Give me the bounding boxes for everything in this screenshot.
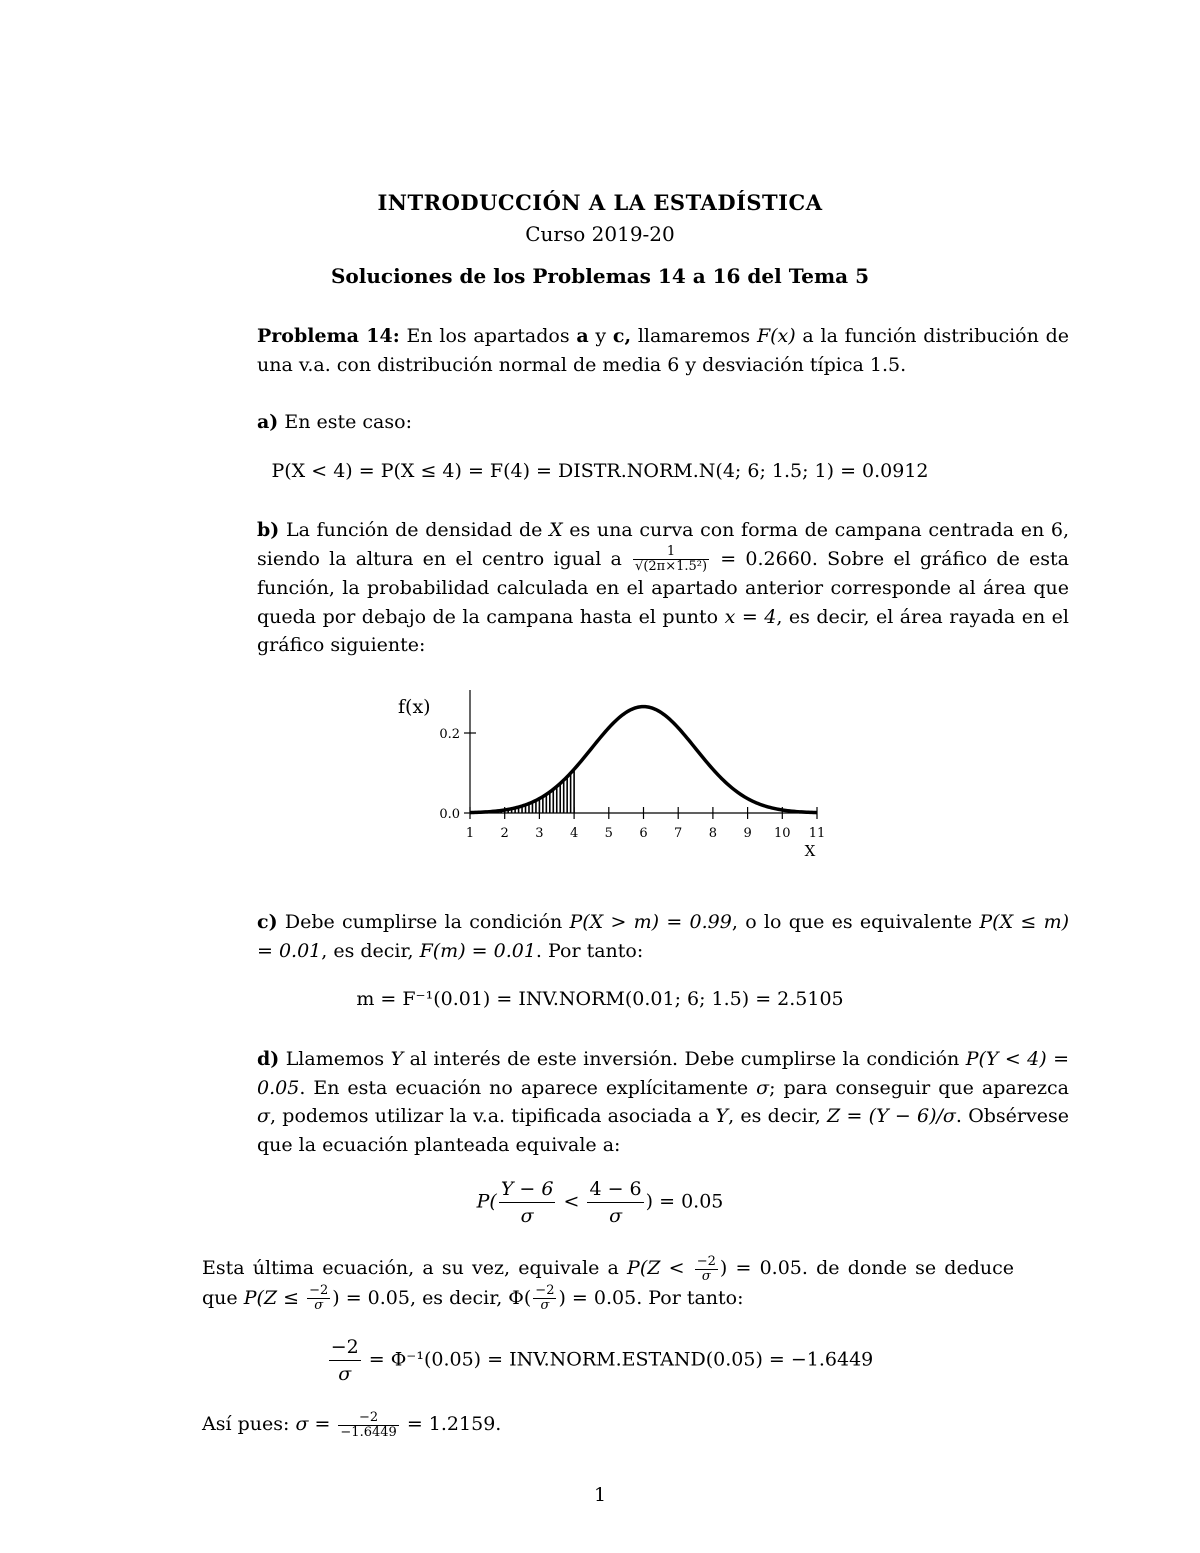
- x-tick-label: 7: [674, 826, 683, 841]
- part-b-text: b) La función de densidad de X es una curva con forma de campana centrada en 6, siendo la altura en el centro igual a $\frac{1}{\text{√(2π×1.5²)}}$ = 0.2660. Sobre el gráfico de esta función, la probabilidad calculada en el apartado anterior corresponde al área que queda por debajo de la campana hasta el punto x = 4, es decir, el área rayada en el gráfico siguiente:: [257, 519, 1069, 656]
- part-d-equation-1: P( $\frac{Y - 6}{\sigma}$ < $\frac{4 - 6}{\sigma}$ ) = 0.05: [476, 1178, 724, 1227]
- y-axis-label: f(x): [398, 696, 431, 718]
- part-d-equation-2: $\frac{-2}{\sigma}$ = Φ⁻¹(0.05) = INV.NORM.ESTAND(0.05) = −1.6449: [330, 1336, 874, 1385]
- problem14-intro: Problema 14: En los apartados a y c, llamaremos F(x) a la función distribución de una v.a. con distribución normal de media 6 y desviación típica 1.5.: [257, 325, 1070, 376]
- x-tick-label: 5: [604, 826, 613, 841]
- part-d-text-2: Esta última ecuación, a su vez, equivale a P(Z < $\frac{-2}{\sigma}$ ) = 0.05. de donde se deduce que P(Z ≤ $\frac{-2}{\sigma}$ ) = 0.05, es decir, Φ( $\frac{-2}{\sigma}$ ) = 0.05. Por tanto:: [202, 1253, 1014, 1313]
- x-ticks: [466, 807, 825, 841]
- x-tick-label: 1: [465, 826, 475, 841]
- x-tick-label: 10: [774, 826, 791, 841]
- part-a-text: a) En este caso:: [257, 411, 412, 433]
- density-curve: [470, 707, 817, 813]
- part-d-text: d) Llamemos Y al interés de este inversión. Debe cumplirse la condición P(Y < 4) = 0.05. En esta ecuación no aparece explícitamente σ; para conseguir que aparezca σ, podemos utilizar la v.a. tipificada asociada a Y, es decir, Z = (Y − 6)/σ. Obsérvese que la ecuación planteada equivale a:: [257, 1048, 1070, 1156]
- x-tick-label: 6: [639, 826, 648, 841]
- part-c-text: c) Debe cumplirse la condición P(X > m) = 0.99, o lo que es equivalente P(X ≤ m) = 0.01, es decir, F(m) = 0.01. Por tanto:: [257, 911, 1069, 962]
- page-number: 1: [593, 1484, 607, 1506]
- x-tick-label: 8: [708, 826, 718, 841]
- y-tick-label: 0.2: [439, 727, 460, 742]
- peak-fraction: $\frac{1}{\text{√(2π×1.5²)}}$: [635, 544, 708, 574]
- normal-density-chart: [380, 680, 840, 865]
- x-tick-label: 11: [808, 826, 826, 841]
- x-tick-label: 3: [535, 826, 544, 841]
- x-tick-label: 2: [500, 826, 509, 841]
- part-a-equation: P(X < 4) = P(X ≤ 4) = F(4) = DISTR.NORM.N(4; 6; 1.5; 1) = 0.0912: [271, 460, 929, 482]
- problem-label: Problema 14:: [257, 325, 400, 347]
- part-c-equation: m = F⁻¹(0.01) = INV.NORM(0.01; 6; 1.5) = 2.5105: [356, 988, 844, 1010]
- course-year: Curso 2019-20: [525, 222, 675, 246]
- part-d-conclusion: Así pues: σ = $\frac{-2}{-1.6449}$ = 1.2159.: [202, 1409, 502, 1440]
- x-tick-label: 9: [743, 826, 752, 841]
- x-tick-label: 4: [569, 826, 579, 841]
- document-title: INTRODUCCIÓN A LA ESTADÍSTICA: [377, 190, 823, 215]
- document-subtitle: Soluciones de los Problemas 14 a 16 del Tema 5: [330, 264, 870, 288]
- y-tick-label: 0.0: [439, 807, 460, 822]
- x-axis-label: X: [804, 842, 816, 860]
